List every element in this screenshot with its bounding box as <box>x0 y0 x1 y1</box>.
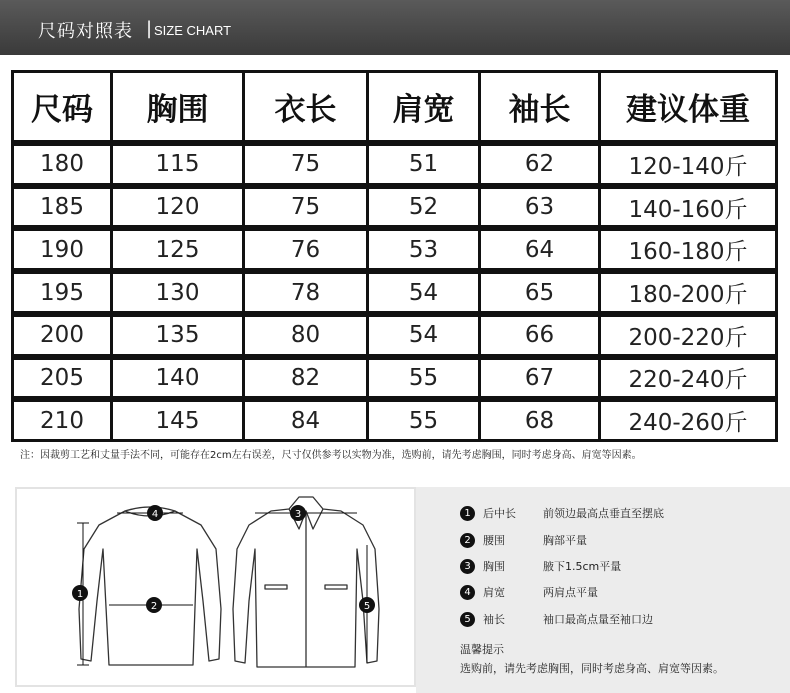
table-cell: 120 <box>113 189 245 232</box>
table-cell: 55 <box>369 360 481 403</box>
table-cell: 190 <box>14 231 113 274</box>
table-cell: 51 <box>369 146 481 189</box>
measurement-note: 注：因裁剪工艺和丈量手法不同，可能存在2cm左右误差，尺寸仅供参考以实物为准，选购前，请先考虑胸围，同时考虑身高、肩宽等因素。 <box>20 450 642 461</box>
legend-number: 2 <box>460 533 475 548</box>
table-row <box>14 402 775 439</box>
table-cell: 55 <box>369 402 481 439</box>
legend-desc: 前领边最高点垂直至摆底 <box>543 507 664 520</box>
legend-desc: 袖口最高点量至袖口边 <box>543 613 653 626</box>
legend-desc: 胸部平量 <box>543 534 587 547</box>
legend-item <box>460 532 587 550</box>
table-cell: 145 <box>113 402 245 439</box>
table-cell: 140-160斤 <box>601 189 775 232</box>
table-cell: 160-180斤 <box>601 231 775 274</box>
table-cell: 67 <box>481 360 601 403</box>
table-cell: 140 <box>113 360 245 403</box>
back-jacket-icon <box>76 511 221 665</box>
legend-term: 腰围 <box>483 534 505 547</box>
table-cell: 220-240斤 <box>601 360 775 403</box>
legend-item <box>460 611 653 629</box>
marker-2-label: 2 <box>150 601 158 612</box>
table-cell: 66 <box>481 317 601 360</box>
legend-item <box>460 584 598 602</box>
title-cn: 尺码对照表 <box>38 21 133 42</box>
title-en: SIZE CHART <box>154 23 232 38</box>
table-cell: 52 <box>369 189 481 232</box>
legend-number: 4 <box>460 585 475 600</box>
table-cell: 130 <box>113 274 245 317</box>
table-cell: 180-200斤 <box>601 274 775 317</box>
table-cell: 54 <box>369 317 481 360</box>
marker-5-label: 5 <box>363 601 371 612</box>
table-cell: 180 <box>14 146 113 189</box>
legend-number: 5 <box>460 612 475 627</box>
header-weight: 建议体重 <box>601 73 775 146</box>
header-shoulder: 肩宽 <box>369 73 481 146</box>
table-cell: 82 <box>245 360 369 403</box>
table-header-row <box>14 73 775 146</box>
table-cell: 84 <box>245 402 369 439</box>
header-bar <box>0 0 790 55</box>
jacket-illustration <box>17 489 414 685</box>
measurement-legend <box>416 487 790 693</box>
table-row <box>14 189 775 232</box>
table-cell: 62 <box>481 146 601 189</box>
table-cell: 125 <box>113 231 245 274</box>
table-cell: 200 <box>14 317 113 360</box>
table-row <box>14 317 775 360</box>
table-cell: 78 <box>245 274 369 317</box>
table-cell: 75 <box>245 146 369 189</box>
header-chest: 胸围 <box>113 73 245 146</box>
table-cell: 63 <box>481 189 601 232</box>
table-cell: 205 <box>14 360 113 403</box>
legend-number: 3 <box>460 559 475 574</box>
legend-term: 袖长 <box>483 613 505 626</box>
legend-number: 1 <box>460 506 475 521</box>
table-row <box>14 146 775 189</box>
table-cell: 185 <box>14 189 113 232</box>
table-row <box>14 274 775 317</box>
legend-desc: 两肩点平量 <box>543 586 598 599</box>
legend-item <box>460 558 621 576</box>
table-cell: 120-140斤 <box>601 146 775 189</box>
table-cell: 135 <box>113 317 245 360</box>
header-length: 衣长 <box>245 73 369 146</box>
header-size: 尺码 <box>14 73 113 146</box>
legend-term: 胸围 <box>483 560 505 573</box>
table-cell: 68 <box>481 402 601 439</box>
tip-title: 温馨提示 <box>460 643 504 656</box>
header-sleeve: 袖长 <box>481 73 601 146</box>
table-cell: 115 <box>113 146 245 189</box>
legend-term: 肩宽 <box>483 586 505 599</box>
legend-desc: 腋下1.5cm平量 <box>543 560 622 573</box>
measurement-diagram <box>15 487 416 687</box>
legend-term: 后中长 <box>483 507 516 520</box>
table-cell: 76 <box>245 231 369 274</box>
legend-item <box>460 505 664 523</box>
table-cell: 210 <box>14 402 113 439</box>
table-row <box>14 360 775 403</box>
table-cell: 54 <box>369 274 481 317</box>
marker-4-label: 4 <box>151 509 159 520</box>
title-separator: | <box>146 18 153 39</box>
table-cell: 64 <box>481 231 601 274</box>
table-cell: 80 <box>245 317 369 360</box>
table-cell: 65 <box>481 274 601 317</box>
table-cell: 240-260斤 <box>628 410 748 437</box>
table-cell: 195 <box>14 274 113 317</box>
marker-3-label: 3 <box>294 509 302 520</box>
table-cell: 53 <box>369 231 481 274</box>
table-row <box>14 231 775 274</box>
table-cell: 200-220斤 <box>601 317 775 360</box>
marker-1-label: 1 <box>76 589 84 600</box>
size-table <box>11 70 778 442</box>
table-cell: 75 <box>245 189 369 232</box>
tip-text: 选购前，请先考虑胸围，同时考虑身高、肩宽等因素。 <box>460 662 724 675</box>
